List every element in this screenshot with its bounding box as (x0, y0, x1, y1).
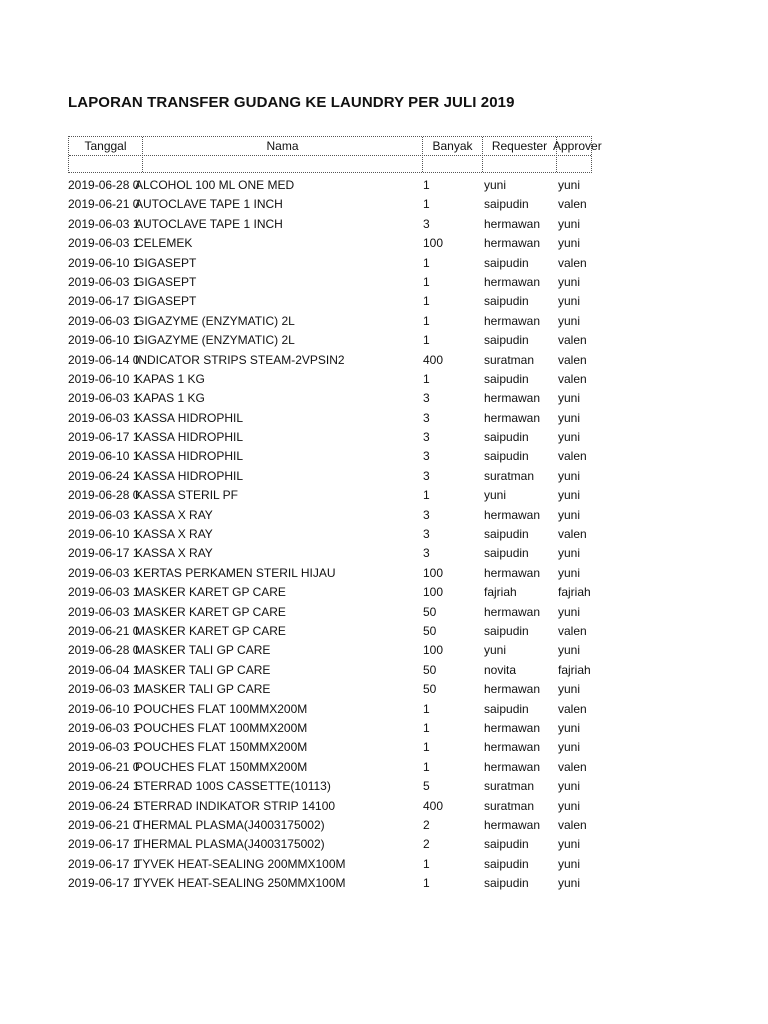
cell-approver: valen (558, 623, 587, 638)
cell-approver: yuni (558, 604, 581, 619)
cell-nama: KASSA STERIL PF (135, 488, 238, 503)
table-row (68, 874, 628, 893)
cell-approver: valen (558, 449, 587, 464)
cell-date: 2019-06-17 1 (68, 546, 140, 561)
cell-nama: KASSA HIDROPHIL (135, 449, 244, 464)
cell-approver: valen (558, 333, 587, 348)
cell-nama: STERRAD INDIKATOR STRIP 14100 (135, 798, 336, 813)
cell-nama: KASSA HIDROPHIL (135, 430, 244, 445)
cell-date: 2019-06-21 0 (68, 817, 140, 832)
cell-banyak: 50 (423, 662, 437, 677)
cell-nama: AUTOCLAVE TAPE 1 INCH (135, 197, 283, 212)
table-row (68, 428, 628, 447)
cell-date: 2019-06-10 1 (68, 255, 140, 270)
cell-banyak: 1 (423, 701, 430, 716)
cell-approver: yuni (558, 876, 581, 891)
cell-banyak: 100 (423, 565, 444, 580)
cell-approver: yuni (558, 507, 581, 522)
cell-date: 2019-06-10 1 (68, 371, 140, 386)
cell-nama: GIGAZYME (ENZYMATIC) 2L (135, 333, 295, 348)
table-row (68, 544, 628, 563)
cell-requester: yuni (484, 488, 507, 503)
cell-date: 2019-06-24 1 (68, 779, 140, 794)
cell-approver: yuni (558, 236, 581, 251)
header-cell-nama (143, 137, 423, 172)
cell-banyak: 50 (423, 682, 437, 697)
cell-banyak: 100 (423, 585, 444, 600)
cell-approver: yuni (558, 720, 581, 735)
cell-date: 2019-06-21 0 (68, 623, 140, 638)
table-row (68, 641, 628, 660)
table-row (68, 525, 628, 544)
cell-requester: fajriah (484, 585, 517, 600)
table-row (68, 447, 628, 466)
cell-banyak: 1 (423, 333, 430, 348)
table-row (68, 855, 628, 874)
cell-approver: yuni (558, 779, 581, 794)
cell-nama: GIGASEPT (135, 255, 197, 270)
table-row (68, 176, 628, 195)
cell-date: 2019-06-03 1 (68, 720, 140, 735)
cell-nama: THERMAL PLASMA(J4003175002) (135, 817, 325, 832)
cell-requester: saipudin (484, 255, 529, 270)
cell-approver: yuni (558, 216, 581, 231)
cell-requester: suratman (484, 798, 535, 813)
cell-date: 2019-06-03 1 (68, 410, 140, 425)
cell-approver: yuni (558, 546, 581, 561)
cell-approver: valen (558, 701, 587, 716)
cell-nama: MASKER KARET GP CARE (135, 623, 286, 638)
cell-date: 2019-06-03 1 (68, 391, 140, 406)
cell-approver: yuni (558, 643, 581, 658)
cell-approver: valen (558, 817, 587, 832)
cell-nama: POUCHES FLAT 100MMX200M (135, 720, 308, 735)
cell-nama: POUCHES FLAT 150MMX200M (135, 759, 308, 774)
cell-requester: saipudin (484, 876, 529, 891)
cell-approver: yuni (558, 410, 581, 425)
cell-requester: saipudin (484, 701, 529, 716)
cell-banyak: 3 (423, 391, 430, 406)
header-cell-tanggal (69, 137, 143, 172)
table-row (68, 661, 628, 680)
cell-banyak: 1 (423, 255, 430, 270)
cell-banyak: 2 (423, 817, 430, 832)
table-row (68, 331, 628, 350)
cell-banyak: 3 (423, 410, 430, 425)
header-requester: Requester (491, 139, 548, 153)
cell-date: 2019-06-03 1 (68, 585, 140, 600)
cell-nama: KAPAS 1 KG (135, 391, 205, 406)
cell-approver: valen (558, 352, 587, 367)
cell-requester: saipudin (484, 449, 529, 464)
cell-date: 2019-06-28 0 (68, 178, 140, 192)
cell-nama: TYVEK HEAT-SEALING 200MMX100M (135, 856, 346, 871)
cell-nama: ALCOHOL 100 ML ONE MED (135, 178, 295, 192)
cell-approver: yuni (558, 294, 581, 309)
cell-date: 2019-06-17 1 (68, 876, 140, 891)
header-nama: Nama (266, 139, 299, 153)
cell-banyak: 3 (423, 507, 430, 522)
cell-requester: hermawan (484, 236, 541, 251)
cell-banyak: 1 (423, 740, 430, 755)
cell-banyak: 1 (423, 274, 430, 289)
cell-approver: yuni (558, 798, 581, 813)
cell-date: 2019-06-28 0 (68, 488, 140, 503)
cell-requester: saipudin (484, 623, 529, 638)
header-cell-requester (483, 137, 557, 172)
header-tanggal: Tanggal (84, 139, 127, 153)
cell-date: 2019-06-17 1 (68, 856, 140, 871)
cell-requester: suratman (484, 779, 535, 794)
cell-requester: hermawan (484, 507, 541, 522)
table-row (68, 486, 628, 505)
cell-requester: hermawan (484, 410, 541, 425)
cell-banyak: 400 (423, 352, 444, 367)
cell-date: 2019-06-14 0 (68, 352, 140, 367)
cell-date: 2019-06-17 1 (68, 430, 140, 445)
cell-nama: MASKER TALI GP CARE (135, 643, 271, 658)
cell-nama: POUCHES FLAT 150MMX200M (135, 740, 308, 755)
table-row (68, 583, 628, 602)
cell-date: 2019-06-03 1 (68, 682, 140, 697)
cell-banyak: 1 (423, 488, 430, 503)
cell-date: 2019-06-10 1 (68, 701, 140, 716)
cell-date: 2019-06-10 1 (68, 333, 140, 348)
cell-banyak: 3 (423, 430, 430, 445)
table-row (68, 758, 628, 777)
table-body (68, 176, 628, 893)
cell-nama: THERMAL PLASMA(J4003175002) (135, 837, 325, 852)
header-approver: Approver (553, 139, 602, 153)
cell-requester: hermawan (484, 216, 541, 231)
cell-nama: KERTAS PERKAMEN STERIL HIJAU (135, 565, 336, 580)
table-row (68, 215, 628, 234)
cell-requester: hermawan (484, 817, 541, 832)
cell-date: 2019-06-03 1 (68, 274, 140, 289)
cell-nama: POUCHES FLAT 100MMX200M (135, 701, 308, 716)
table-row (68, 234, 628, 253)
cell-approver: yuni (558, 740, 581, 755)
cell-nama: MASKER KARET GP CARE (135, 604, 286, 619)
table-row (68, 680, 628, 699)
table-row (68, 777, 628, 796)
cell-date: 2019-06-03 1 (68, 565, 140, 580)
header-cell-banyak (423, 137, 483, 172)
cell-banyak: 2 (423, 837, 430, 852)
table-row (68, 700, 628, 719)
cell-requester: saipudin (484, 333, 529, 348)
cell-banyak: 3 (423, 546, 430, 561)
table-row (68, 409, 628, 428)
cell-nama: KASSA X RAY (135, 527, 213, 542)
cell-nama: KASSA HIDROPHIL (135, 410, 244, 425)
cell-banyak: 3 (423, 468, 430, 483)
cell-date: 2019-06-03 1 (68, 507, 140, 522)
cell-banyak: 3 (423, 449, 430, 464)
cell-banyak: 1 (423, 759, 430, 774)
cell-requester: hermawan (484, 313, 541, 328)
cell-requester: hermawan (484, 740, 541, 755)
table-row (68, 254, 628, 273)
cell-date: 2019-06-04 1 (68, 662, 140, 677)
table-row (68, 292, 628, 311)
cell-date: 2019-06-03 1 (68, 604, 140, 619)
cell-requester: hermawan (484, 604, 541, 619)
cell-date: 2019-06-03 1 (68, 313, 140, 328)
cell-requester: hermawan (484, 759, 541, 774)
cell-date: 2019-06-21 0 (68, 759, 140, 774)
table-row (68, 797, 628, 816)
cell-banyak: 400 (423, 798, 444, 813)
cell-approver: yuni (558, 682, 581, 697)
cell-approver: yuni (558, 178, 581, 192)
cell-requester: yuni (484, 643, 507, 658)
cell-nama: KASSA X RAY (135, 507, 213, 522)
table-row (68, 719, 628, 738)
cell-nama: KASSA HIDROPHIL (135, 468, 244, 483)
cell-nama: TYVEK HEAT-SEALING 250MMX100M (135, 876, 346, 891)
report-title: LAPORAN TRANSFER GUDANG KE LAUNDRY PER JULI 2019 (68, 94, 515, 111)
cell-nama: MASKER TALI GP CARE (135, 662, 271, 677)
cell-approver: yuni (558, 468, 581, 483)
cell-banyak: 50 (423, 604, 437, 619)
cell-date: 2019-06-21 0 (68, 197, 140, 212)
cell-approver: valen (558, 255, 587, 270)
cell-requester: hermawan (484, 682, 541, 697)
cell-nama: KAPAS 1 KG (135, 371, 205, 386)
table-row (68, 738, 628, 757)
table-row (68, 351, 628, 370)
cell-nama: GIGASEPT (135, 294, 197, 309)
cell-requester: saipudin (484, 837, 529, 852)
table-row (68, 622, 628, 641)
cell-approver: yuni (558, 837, 581, 852)
cell-banyak: 1 (423, 371, 430, 386)
cell-requester: saipudin (484, 371, 529, 386)
cell-nama: AUTOCLAVE TAPE 1 INCH (135, 216, 283, 231)
cell-requester: hermawan (484, 274, 541, 289)
cell-banyak: 1 (423, 313, 430, 328)
table-header (68, 136, 602, 173)
cell-approver: valen (558, 759, 587, 774)
cell-requester: saipudin (484, 527, 529, 542)
table-row (68, 195, 628, 214)
cell-nama: STERRAD 100S CASSETTE(10113) (135, 779, 331, 794)
table-row (68, 312, 628, 331)
cell-approver: valen (558, 197, 587, 212)
cell-banyak: 1 (423, 856, 430, 871)
cell-date: 2019-06-03 1 (68, 216, 140, 231)
cell-requester: saipudin (484, 294, 529, 309)
table-row (68, 816, 628, 835)
cell-requester: yuni (484, 178, 507, 192)
cell-requester: novita (484, 662, 517, 677)
table-row (68, 603, 628, 622)
cell-banyak: 50 (423, 623, 437, 638)
table-row (68, 506, 628, 525)
cell-requester: saipudin (484, 546, 529, 561)
cell-requester: hermawan (484, 565, 541, 580)
cell-banyak: 100 (423, 643, 444, 658)
cell-nama: GIGAZYME (ENZYMATIC) 2L (135, 313, 295, 328)
table-row (68, 564, 628, 583)
cell-approver: yuni (558, 565, 581, 580)
cell-approver: yuni (558, 430, 581, 445)
cell-approver: yuni (558, 391, 581, 406)
cell-banyak: 3 (423, 527, 430, 542)
cell-requester: saipudin (484, 430, 529, 445)
header-cell-approver (553, 137, 602, 172)
cell-approver: valen (558, 527, 587, 542)
cell-date: 2019-06-10 1 (68, 527, 140, 542)
cell-date: 2019-06-28 0 (68, 643, 140, 658)
cell-nama: GIGASEPT (135, 274, 197, 289)
cell-banyak: 3 (423, 216, 430, 231)
cell-nama: MASKER TALI GP CARE (135, 682, 271, 697)
cell-requester: saipudin (484, 197, 529, 212)
cell-date: 2019-06-17 1 (68, 294, 140, 309)
cell-approver: fajriah (558, 662, 591, 677)
cell-nama: KASSA X RAY (135, 546, 213, 561)
header-banyak: Banyak (432, 139, 473, 153)
cell-approver: yuni (558, 856, 581, 871)
cell-requester: saipudin (484, 856, 529, 871)
cell-banyak: 5 (423, 779, 430, 794)
cell-approver: yuni (558, 488, 581, 503)
cell-nama: MASKER KARET GP CARE (135, 585, 286, 600)
cell-banyak: 1 (423, 294, 430, 309)
cell-date: 2019-06-10 1 (68, 449, 140, 464)
table-row (68, 273, 628, 292)
table-row (68, 467, 628, 486)
cell-nama: CELEMEK (135, 236, 193, 251)
cell-date: 2019-06-24 1 (68, 798, 140, 813)
cell-date: 2019-06-24 1 (68, 468, 140, 483)
cell-banyak: 100 (423, 236, 444, 251)
cell-requester: hermawan (484, 391, 541, 406)
table-row (68, 835, 628, 854)
cell-date: 2019-06-17 1 (68, 837, 140, 852)
cell-banyak: 1 (423, 178, 430, 192)
cell-banyak: 1 (423, 720, 430, 735)
cell-approver: yuni (558, 313, 581, 328)
cell-date: 2019-06-03 1 (68, 236, 140, 251)
cell-approver: fajriah (558, 585, 591, 600)
cell-banyak: 1 (423, 197, 430, 212)
cell-approver: valen (558, 371, 587, 386)
cell-requester: suratman (484, 352, 535, 367)
table-row (68, 370, 628, 389)
cell-requester: hermawan (484, 720, 541, 735)
cell-requester: suratman (484, 468, 535, 483)
cell-nama: INDICATOR STRIPS STEAM-2VPSIN2 (135, 352, 345, 367)
cell-banyak: 1 (423, 876, 430, 891)
cell-approver: yuni (558, 274, 581, 289)
table-row (68, 389, 628, 408)
cell-date: 2019-06-03 1 (68, 740, 140, 755)
